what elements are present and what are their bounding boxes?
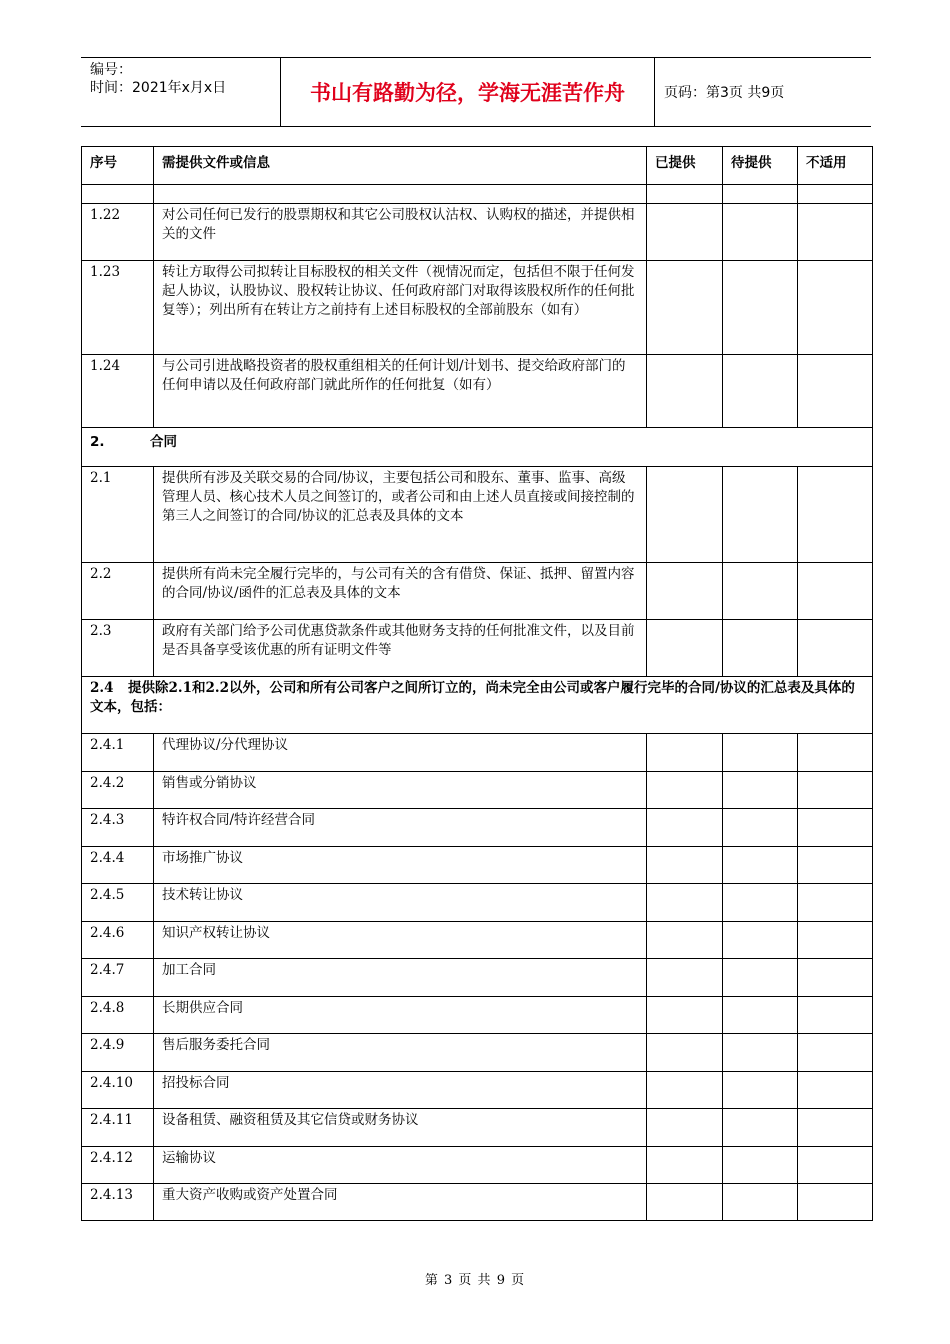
- cell-na[interactable]: [798, 959, 873, 997]
- table-row: 2.4.3 特许权合同/特许经营合同: [82, 809, 873, 847]
- table-row: 2.4.10 招投标合同: [82, 1072, 873, 1109]
- cell-provided[interactable]: [647, 809, 723, 847]
- col-header-number: 序号: [82, 147, 154, 185]
- table-row: 2.4.9 售后服务委托合同: [82, 1034, 873, 1072]
- table-row: 2.4.12 运输协议: [82, 1147, 873, 1184]
- cell-na[interactable]: [798, 1109, 873, 1147]
- empty-row: [82, 185, 873, 204]
- cell-pending[interactable]: [723, 355, 798, 428]
- cell-na[interactable]: [798, 734, 873, 772]
- cell-na[interactable]: [798, 809, 873, 847]
- col-header-pending: 待提供: [723, 147, 798, 185]
- table-row: 1.23 转让方取得公司拟转让目标股权的相关文件（视情况而定，包括但不限于任何发起人协议，认股协议、股权转让协议、任何政府部门对取得该股权所作的任何批复等）；列出所有在转让方之前持有上述目标股权的全部前股东（如有）: [82, 261, 873, 355]
- cell-pending[interactable]: [723, 1072, 798, 1109]
- table-row: 2.4.11 设备租赁、融资租赁及其它信贷或财务协议: [82, 1109, 873, 1147]
- table-row: 2.4.2 销售或分销协议: [82, 772, 873, 809]
- table-header-row: [82, 147, 873, 185]
- cell-na[interactable]: [798, 884, 873, 922]
- table-row: 2.4.1 代理协议/分代理协议: [82, 734, 873, 772]
- cell-pending[interactable]: [723, 847, 798, 884]
- table-row: 2.4.8 长期供应合同: [82, 997, 873, 1034]
- cell-provided[interactable]: [647, 847, 723, 884]
- motto: 书山有路勤为径，学海无涯苦作舟: [281, 58, 655, 126]
- table-row: 1.24 与公司引进战略投资者的股权重组相关的任何计划/计划书、提交给政府部门的任何申请以及任何政府部门就此所作的任何批复（如有）: [82, 355, 873, 428]
- cell-pending[interactable]: [723, 809, 798, 847]
- cell-pending[interactable]: [723, 922, 798, 959]
- cell-provided[interactable]: [647, 1109, 723, 1147]
- table-row: 2.4.7 加工合同: [82, 959, 873, 997]
- table-row: 2.2 提供所有尚未完全履行完毕的，与公司有关的含有借贷、保证、抵押、留置内容的合同/协议/函件的汇总表及具体的文本: [82, 563, 873, 620]
- cell-pending[interactable]: [723, 1109, 798, 1147]
- table-row: 2.4.4 市场推广协议: [82, 847, 873, 884]
- cell-pending[interactable]: [723, 1034, 798, 1072]
- header-left-cell: [81, 58, 281, 126]
- cell-na[interactable]: [798, 922, 873, 959]
- document-checklist-table: [81, 146, 873, 1221]
- cell-pending[interactable]: [723, 204, 798, 261]
- cell-provided[interactable]: [647, 997, 723, 1034]
- cell-provided[interactable]: [647, 884, 723, 922]
- table-row: 2.4.13 重大资产收购或资产处置合同: [82, 1184, 873, 1221]
- cell-na[interactable]: [798, 204, 873, 261]
- cell-na[interactable]: [798, 261, 873, 355]
- cell-provided[interactable]: [647, 355, 723, 428]
- cell-pending[interactable]: [723, 734, 798, 772]
- table-row: 1.22 对公司任何已发行的股票期权和其它公司股权认沽权、认购权的描述，并提供相关的文件: [82, 204, 873, 261]
- cell-provided[interactable]: [647, 1034, 723, 1072]
- cell-pending[interactable]: [723, 620, 798, 677]
- cell-provided[interactable]: [647, 261, 723, 355]
- cell-pending[interactable]: [723, 772, 798, 809]
- cell-pending[interactable]: [723, 1184, 798, 1221]
- cell-na[interactable]: [798, 355, 873, 428]
- cell-provided[interactable]: [647, 467, 723, 563]
- cell-provided[interactable]: [647, 959, 723, 997]
- cell-pending[interactable]: [723, 563, 798, 620]
- cell-na[interactable]: [798, 847, 873, 884]
- subsection-text: 提供除2.1和2.2以外，公司和所有公司客户之间所订立的，尚未完全由公司或客户履行完毕的合同/协议的汇总表及具体的文本，包括：: [90, 680, 855, 715]
- cell-na[interactable]: [798, 1072, 873, 1109]
- cell-provided[interactable]: [647, 1184, 723, 1221]
- cell-provided[interactable]: [647, 1072, 723, 1109]
- page-header: [81, 57, 871, 127]
- cell-na[interactable]: [798, 772, 873, 809]
- cell-pending[interactable]: [723, 959, 798, 997]
- cell-na[interactable]: [798, 1184, 873, 1221]
- cell-provided[interactable]: [647, 772, 723, 809]
- page-footer: 第 3 页 共 9 页: [424, 1273, 526, 1288]
- cell-na[interactable]: [798, 467, 873, 563]
- cell-pending[interactable]: [723, 467, 798, 563]
- cell-na[interactable]: [798, 997, 873, 1034]
- cell-provided[interactable]: [647, 922, 723, 959]
- cell-provided[interactable]: [647, 620, 723, 677]
- number-label: 编号：: [90, 62, 132, 78]
- table-row: 2.3 政府有关部门给予公司优惠贷款条件或其他财务支持的任何批准文件，以及目前是否具备享受该优惠的所有证明文件等: [82, 620, 873, 677]
- table-row: 2.1 提供所有涉及关联交易的合同/协议，主要包括公司和股东、董事、监事、高级管理人员、核心技术人员之间签订的，或者公司和由上述人员直接或间接控制的第三人之间签订的合同/协议的汇总表及具体的文本: [82, 467, 873, 563]
- col-header-item: 需提供文件或信息: [154, 147, 647, 185]
- page-label: 页码：第3页 共9页: [664, 85, 785, 101]
- date-label: 时间：2021年x月x日: [90, 80, 227, 96]
- subsection-row: [82, 677, 873, 734]
- cell-na[interactable]: [798, 1034, 873, 1072]
- table-row: 2.4.6 知识产权转让协议: [82, 922, 873, 959]
- cell-provided[interactable]: [647, 204, 723, 261]
- col-header-provided: 已提供: [647, 147, 723, 185]
- cell-na[interactable]: [798, 563, 873, 620]
- section-title: 合同: [150, 434, 177, 450]
- cell-pending[interactable]: [723, 1147, 798, 1184]
- col-header-na: 不适用: [798, 147, 873, 185]
- cell-pending[interactable]: [723, 261, 798, 355]
- cell-provided[interactable]: [647, 734, 723, 772]
- subsection-number: 2.4: [90, 680, 114, 696]
- cell-pending[interactable]: [723, 997, 798, 1034]
- cell-na[interactable]: [798, 1147, 873, 1184]
- section-number: 2.: [90, 434, 105, 450]
- section-row: [82, 428, 873, 467]
- cell-provided[interactable]: [647, 1147, 723, 1184]
- cell-na[interactable]: [798, 620, 873, 677]
- table-row: 2.4.5 技术转让协议: [82, 884, 873, 922]
- cell-pending[interactable]: [723, 884, 798, 922]
- cell-provided[interactable]: [647, 563, 723, 620]
